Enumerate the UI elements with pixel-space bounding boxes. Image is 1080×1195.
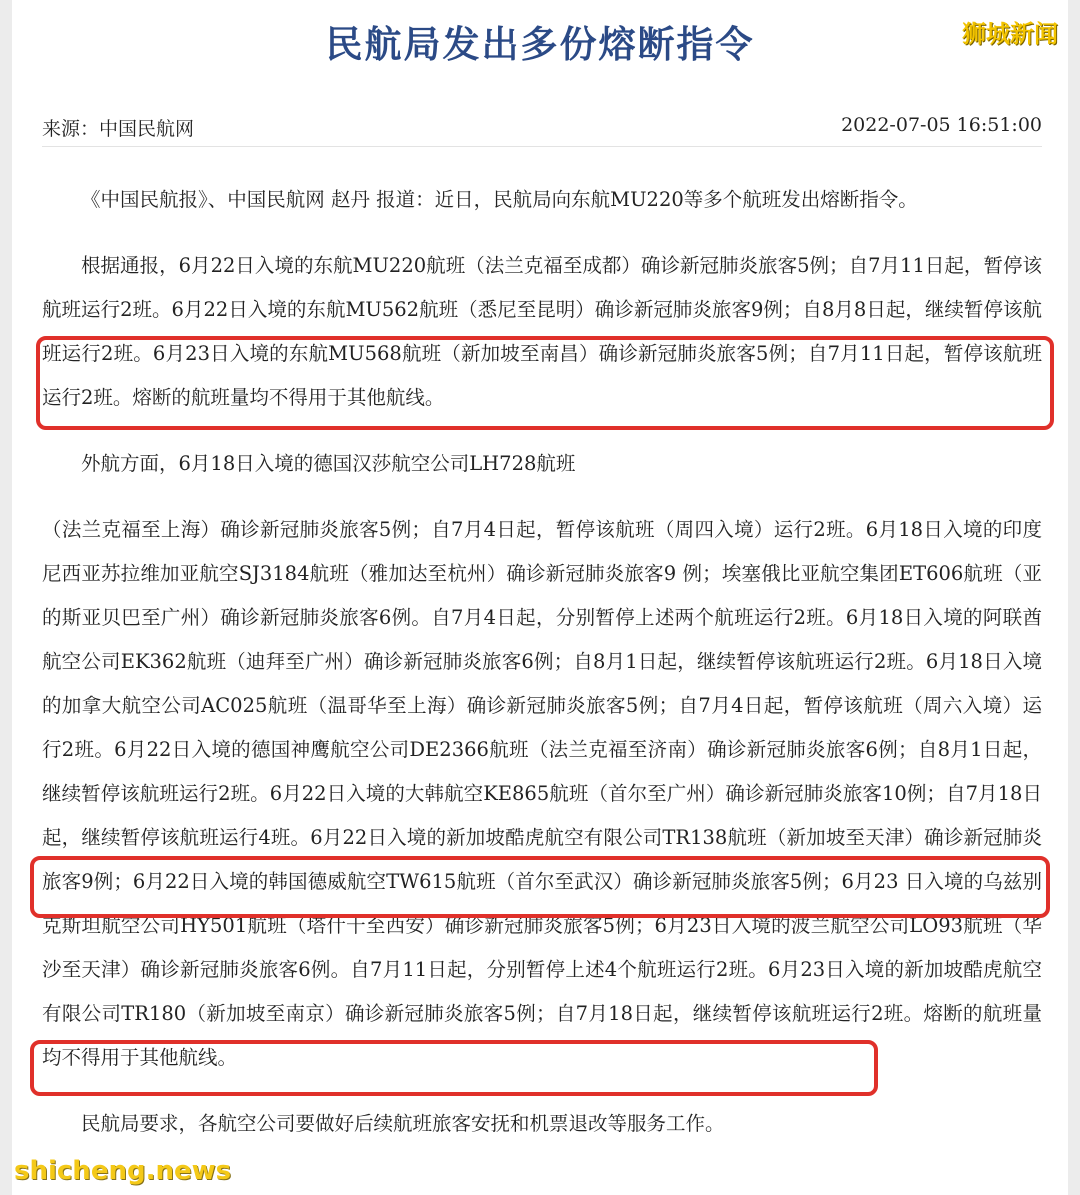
watermark-logo-top: 狮城新闻 [962, 20, 1058, 48]
paragraph-3: 外航方面，6月18日入境的德国汉莎航空公司LH728航班 [81, 452, 576, 475]
article-date: 2022-07-05 16:51:00 [841, 114, 1042, 136]
paragraph-2: 根据通报，6月22日入境的东航MU220航班（法兰克福至成都）确诊新冠肺炎旅客5例；自7月11日起，暂停该航班运行2班。6月22日入境的东航MU562航班（悉尼至昆明）确诊新冠肺炎旅客9例；自8月8日起，继续暂停该航班运行2班。6月23日入境的东航MU568航班（新加坡至南昌）确诊新冠肺炎旅客5例；自7月11日起，暂停该航班运行2班。熔断的航班量均不得用于其他航线。 [42, 254, 1042, 409]
paragraph-5: 民航局要求，各航空公司要做好后续航班旅客安抚和机票退改等服务工作。 [81, 1112, 725, 1135]
article-meta [42, 112, 1042, 147]
paragraph-1: 《中国民航报》、中国民航网 赵丹 报道：近日，民航局向东航MU220等多个航班发出熔断指令。 [81, 188, 918, 211]
highlight-box-mu568 [36, 336, 1054, 430]
watermark-logo-bottom: shicheng.news [14, 1156, 232, 1186]
highlight-box-tr180 [30, 1040, 878, 1096]
article-source: 来源：中国民航网 [42, 118, 195, 140]
article-title: 民航局发出多份熔断指令 [325, 22, 755, 66]
highlight-box-tr138 [30, 856, 1050, 918]
article-page [12, 0, 1068, 1195]
paragraph-4: （法兰克福至上海）确诊新冠肺炎旅客5例；自7月4日起，暂停该航班（周四入境）运行2班。6月18日入境的印度尼西亚苏拉维加亚航空SJ3184航班（雅加达至杭州）确诊新冠肺炎旅客9 例；埃塞俄比亚航空集团ET606航班（亚的斯亚贝巴至广州）确诊新冠肺炎旅客6例。自7月4日起，分别暂停上述两个航班运行2班。6月18日入境的阿联酋航空公司EK362航班（迪拜至广州）确诊新冠肺炎旅客6例；自8月1日起，继续暂停该航班运行2班。6月18日入境的加拿大航空公司AC025航班（温哥华至上海）确诊新冠肺炎旅客5例；自7月4日起，暂停该航班（周六入境）运行2班。6月22日入境的德国神鹰航空公司DE2366航班（法兰克福至济南）确诊新冠肺炎旅客6例；自8月1日起，继续暂停该航班运行2班。6月22日入境的大韩航空KE865航班（首尔至广州）确诊新冠肺炎旅客10例；自7月18日起，继续暂停该航班运行4班。6月22日入境的新加坡酷虎航空有限公司TR138航班（新加坡至天津）确诊新冠肺炎旅客9例；6月22日入境的韩国德威航空TW615航班（首尔至武汉）确诊新冠肺炎旅客5例；6月23 日入境的乌兹别克斯坦航空公司HY501航班（塔什干至西安）确诊新冠肺炎旅客5例；6月23日入境的波兰航空公司LO93航班（华沙至天津）确诊新冠肺炎旅客6例。自7月11日起，分别暂停上述4个航班运行2班。6月23日入境的新加坡酷虎航空有限公司TR180（新加坡至南京）确诊新冠肺炎旅客5例；自7月18日起，继续暂停该航班运行2班。熔断的航班量均不得用于其他航线。 [42, 518, 1042, 1069]
article-body [42, 178, 1042, 1168]
